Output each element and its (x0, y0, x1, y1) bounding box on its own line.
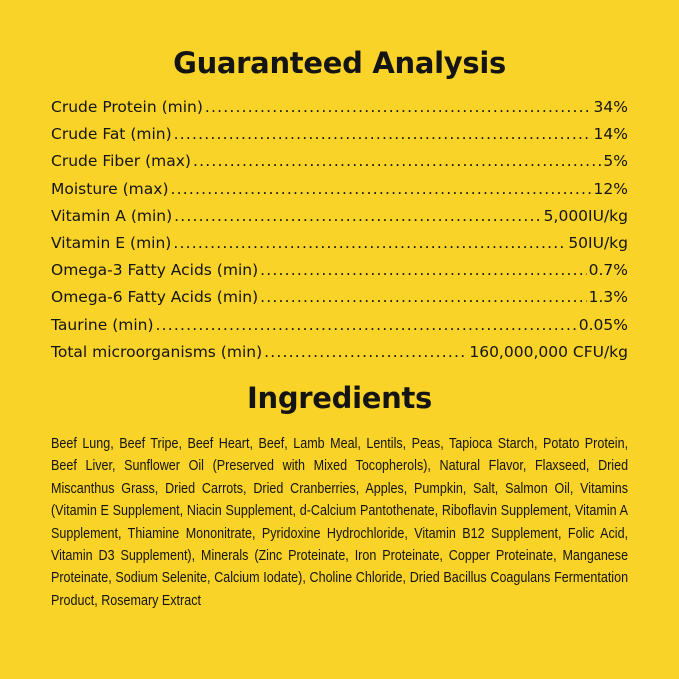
analysis-row (51, 152, 628, 179)
analysis-row (51, 125, 628, 152)
guaranteed-analysis-title: Guaranteed Analysis (173, 46, 506, 80)
analysis-row (51, 316, 628, 343)
analysis-value: 5,000IU/kg (543, 206, 628, 225)
analysis-label: Taurine (min) (51, 315, 154, 334)
analysis-value: 34% (593, 98, 628, 116)
leader-dots (260, 261, 586, 279)
analysis-label: Omega-3 Fatty Acids (min) (51, 261, 259, 280)
analysis-value: 14% (593, 125, 628, 144)
leader-dots (156, 316, 577, 334)
analysis-row (51, 207, 628, 234)
analysis-label: Moisture (max) (51, 179, 169, 198)
analysis-row (51, 343, 628, 370)
analysis-value: 1.3% (588, 288, 628, 307)
guaranteed-analysis-list (51, 98, 628, 370)
leader-dots (173, 234, 566, 252)
analysis-value: 50IU/kg (568, 233, 628, 252)
leader-dots (174, 125, 592, 143)
analysis-label: Omega-6 Fatty Acids (min) (51, 288, 259, 307)
leader-dots (174, 207, 542, 225)
analysis-value: 160,000,000 CFU/kg (469, 342, 628, 361)
analysis-row (51, 234, 628, 261)
analysis-value: 12% (593, 179, 628, 198)
analysis-label: Crude Protein (min) (51, 98, 203, 116)
analysis-row (51, 180, 628, 207)
leader-dots (205, 98, 592, 116)
analysis-row (51, 98, 628, 125)
leader-dots (193, 152, 601, 170)
analysis-label: Crude Fiber (max) (51, 152, 191, 171)
analysis-label: Vitamin E (min) (51, 233, 172, 252)
analysis-row (51, 261, 628, 288)
ingredients-text: Beef Lung, Beef Tripe, Beef Heart, Beef, Lamb Meal, Lentils, Peas, Tapioca Starch, Potato Protein, Beef Liver, Sunflower Oil (Preserved with Mixed Tocopherols), Natural Flavor, Flaxseed, Dried Miscanthus Grass, Dried Carrots, Dried Cranberries, Apples, Pumpkin, Salt, Salmon Oil, Vitamins (Vitamin E Supplement, Niacin Supplement, d-Calcium Pantothenate, Riboflavin Supplement, Vitamin A Supplement, Thiamine Mononitrate, Pyridoxine Hydrochloride, Vitamin B12 Supplement, Folic Acid, Vitamin D3 Supplement), Minerals (Zinc Proteinate, Iron Proteinate, Copper Proteinate, Manganese Proteinate, Sodium Selenite, Calcium Iodate), Choline Chloride, Dried Bacillus Coagulans Fermentation Product, Rosemary Extract (51, 436, 629, 609)
analysis-value: 0.7% (588, 261, 628, 280)
analysis-row (51, 288, 628, 315)
analysis-value: 5% (603, 152, 628, 171)
ingredients-title: Ingredients (246, 381, 432, 415)
analysis-label: Total microorganisms (min) (51, 342, 263, 361)
leader-dots (260, 288, 586, 306)
leader-dots (171, 180, 592, 198)
analysis-value: 0.05% (578, 315, 628, 334)
analysis-label: Vitamin A (min) (51, 206, 173, 225)
analysis-label: Crude Fat (min) (51, 125, 172, 144)
leader-dots (264, 343, 467, 361)
